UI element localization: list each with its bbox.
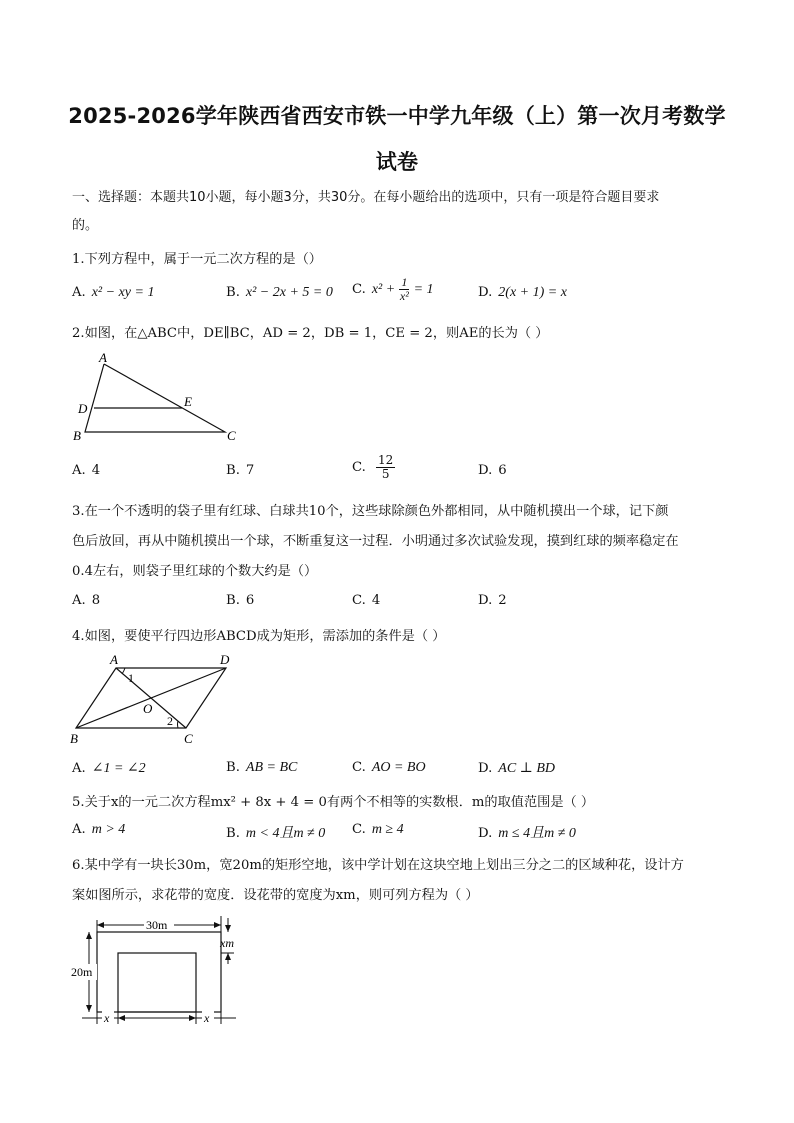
q5-option-d — [478, 822, 576, 842]
q1-d-label: D. — [478, 285, 493, 300]
q2-label-a: A — [99, 350, 107, 365]
q1-stem: 1.下列方程中，属于一元二次方程的是（） — [72, 252, 322, 267]
q4-label-o: O — [143, 701, 153, 716]
q5-b-text: m < 4且m ≠ 0 — [245, 826, 326, 841]
q3-option-a — [72, 593, 100, 608]
q3-a-text: 8 — [91, 593, 101, 608]
q2-stem: 2.如图，在△ABC中，DE∥BC，AD = 2，DB = 1，CE = 2，则AE的长为（ ） — [72, 326, 549, 341]
q3-a-label: A. — [72, 593, 86, 608]
q1-b-text: x² − 2x + 5 = 0 — [245, 285, 333, 300]
q5-a-text: m > 4 — [91, 822, 126, 837]
q1-c-fraction — [399, 276, 409, 303]
q1-d-text: 2(x + 1) = x — [498, 285, 567, 300]
q1-c-pre: x² + — [371, 282, 396, 297]
q6-width-label: 20m — [71, 965, 93, 979]
q3-line1: 3.在一个不透明的袋子里有红球、白球共10个，这些球除颜色外都相同，从中随机摸出一个球，记下颜 — [72, 504, 669, 519]
q3-line2: 色后放回，再从中随机摸出一个球，不断重复这一过程．小明通过多次试验发现，摸到红球的频率稳定在 — [72, 534, 679, 549]
q4-label-d: D — [220, 652, 230, 667]
q4-label-b: B — [70, 731, 78, 746]
q6-length-label: 30m — [146, 918, 168, 932]
q2-option-c — [352, 454, 395, 481]
q6-x-left-label: x — [104, 1011, 110, 1025]
q4-a-label: A. — [72, 761, 86, 776]
exam-title-line2: 试卷 — [375, 150, 419, 174]
q4-stem: 4.如图，要使平行四边形ABCD成为矩形，需添加的条件是（ ） — [72, 629, 446, 644]
q2-option-a — [72, 463, 100, 478]
q2-c-den: 5 — [381, 467, 390, 481]
q5-c-label: C. — [352, 822, 366, 837]
q1-c-num: 1 — [401, 275, 408, 289]
q4-a-text: ∠1 = ∠2 — [91, 761, 146, 776]
q5-b-label: B. — [226, 826, 240, 841]
q6-line2: 案如图所示，求花带的宽度．设花带的宽度为xm，则可列方程为（ ） — [72, 888, 479, 903]
q2-label-b: B — [73, 428, 81, 443]
q5-option-c — [352, 822, 404, 838]
q6-x-right-label: x — [204, 1011, 210, 1025]
q1-option-c — [352, 276, 434, 303]
section-heading-line1: 一、选择题：本题共10小题，每小题3分，共30分。在每小题给出的选项中，只有一项是符合题目要求 — [72, 190, 660, 205]
q3-b-text: 6 — [245, 593, 255, 608]
q4-parallelogram-figure — [68, 650, 248, 750]
q5-d-label: D. — [478, 826, 493, 841]
q3-option-b — [226, 593, 254, 608]
q4-d-text: AC ⊥ BD — [498, 761, 556, 776]
q1-a-text: x² − xy = 1 — [91, 285, 155, 300]
exam-title-line1: 2025-2026学年陕西省西安市铁一中学九年级（上）第一次月考数学 — [68, 104, 726, 128]
q1-option-b — [226, 285, 333, 301]
q2-option-d — [478, 463, 507, 478]
q2-c-label: C. — [352, 460, 366, 475]
q2-d-text: 6 — [498, 463, 507, 478]
q1-option-d — [478, 285, 567, 301]
q3-line3: 0.4左右，则袋子里红球的个数大约是（） — [72, 564, 318, 579]
q3-c-label: C. — [352, 593, 366, 608]
q2-c-num: 12 — [378, 453, 394, 467]
q4-option-c — [352, 760, 426, 776]
q1-c-label: C. — [352, 282, 366, 297]
q4-option-d — [478, 760, 555, 777]
q4-option-a — [72, 760, 146, 777]
q4-label-a: A — [110, 652, 118, 667]
q5-c-text: m ≥ 4 — [371, 822, 404, 837]
section-heading-line2: 的。 — [72, 218, 99, 233]
q4-c-label: C. — [352, 760, 366, 775]
q1-c-den: x² — [399, 289, 409, 303]
q4-label-c: C — [184, 731, 193, 746]
q4-c-text: AO = BO — [371, 760, 426, 775]
q2-b-text: 7 — [245, 463, 255, 478]
q2-a-text: 4 — [91, 463, 101, 478]
q3-option-d — [478, 593, 507, 608]
q2-c-fraction — [376, 454, 395, 481]
q6-garden-figure — [68, 912, 248, 1030]
q1-b-label: B. — [226, 285, 240, 300]
q6-line1: 6.某中学有一块长30m，宽20m的矩形空地，该中学计划在这块空地上划出三分之二的区域种花，设计方 — [72, 858, 684, 873]
q3-d-text: 2 — [498, 593, 507, 608]
q2-a-label: A. — [72, 463, 86, 478]
q2-triangle-figure — [72, 346, 252, 446]
q2-label-c: C — [227, 428, 236, 443]
q3-option-c — [352, 593, 380, 608]
q4-angle-1: 1 — [128, 671, 134, 685]
q5-a-label: A. — [72, 822, 86, 837]
q1-option-a — [72, 285, 154, 301]
q4-angle-2: 2 — [167, 714, 173, 728]
q1-c-post: = 1 — [413, 282, 434, 297]
q1-a-label: A. — [72, 285, 86, 300]
q2-option-b — [226, 463, 254, 478]
q4-option-b — [226, 760, 297, 776]
q5-d-text: m ≤ 4且m ≠ 0 — [498, 826, 576, 841]
q3-b-label: B. — [226, 593, 240, 608]
q4-d-label: D. — [478, 761, 493, 776]
q2-label-d: D — [78, 401, 88, 416]
q3-c-text: 4 — [371, 593, 381, 608]
q4-b-text: AB = BC — [245, 760, 298, 775]
q6-xm-label: xm — [220, 936, 234, 950]
q3-d-label: D. — [478, 593, 493, 608]
q5-option-b — [226, 822, 325, 842]
q5-stem: 5.关于x的一元二次方程mx² + 8x + 4 = 0有两个不相等的实数根．m的取值范围是（ ） — [72, 795, 595, 810]
q2-b-label: B. — [226, 463, 240, 478]
q2-label-e: E — [184, 394, 192, 409]
q5-option-a — [72, 822, 125, 838]
q4-b-label: B. — [226, 760, 240, 775]
q2-d-label: D. — [478, 463, 493, 478]
